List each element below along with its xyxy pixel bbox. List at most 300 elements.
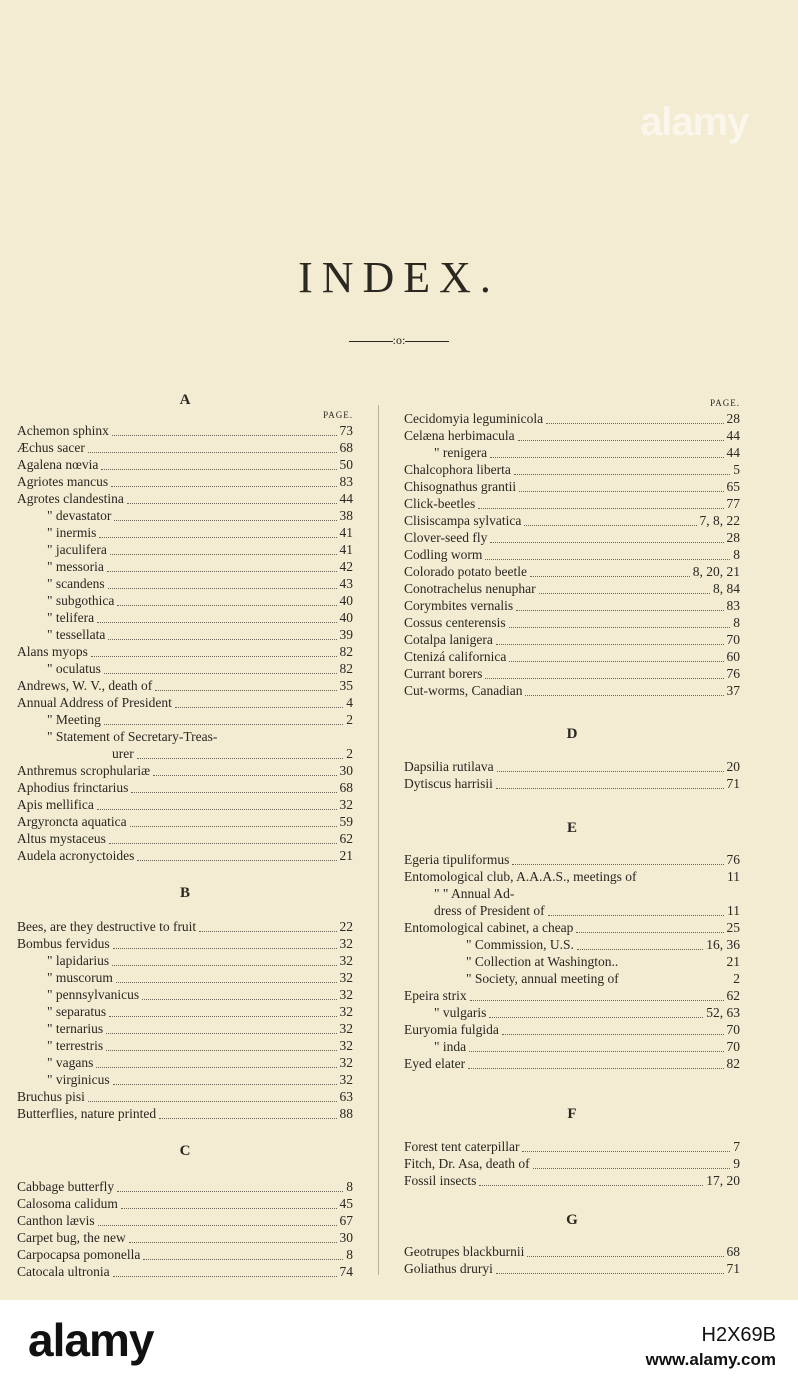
entry-label: Cabbage butterfly [17,1179,115,1194]
leader-dots [101,468,336,470]
entry-label: " muscorum [47,970,113,985]
stock-footer [0,1300,798,1390]
entry-page-number: 32 [339,970,353,985]
entry-label: " oculatus [47,661,101,676]
entry-label: Argyroncta aquatica [17,814,127,829]
leader-dots [155,689,336,691]
entry-page-number: 82 [339,661,353,676]
index-entry [404,682,740,699]
index-entry [404,919,740,936]
index-entry [17,779,353,796]
entry-label: urer [112,746,134,761]
leader-dots [490,456,723,458]
entry-label: Canthon lævis [17,1213,95,1228]
index-section-d [404,758,740,792]
index-entry [17,1003,353,1020]
entry-page-number: 32 [339,1004,353,1019]
entry-label: Agriotes mancus [17,474,109,489]
leader-dots [91,655,337,657]
entry-label: Chalcophora liberta [404,462,511,477]
entry-page-number: 32 [339,797,353,812]
entry-page-number: 68 [339,780,353,795]
leader-dots [131,791,336,793]
entry-page-number: 11 [727,869,740,884]
index-entry [17,456,353,473]
index-entry [17,728,353,745]
leader-dots [108,587,337,589]
entry-page-number: 30 [339,1230,353,1245]
index-entry [17,558,353,575]
entry-label: Fitch, Dr. Asa, death of [404,1156,530,1171]
entry-page-number: 21 [339,848,353,863]
leader-dots [496,1272,724,1274]
entry-label: Codling worm [404,547,483,562]
entry-page-number: 59 [339,814,353,829]
leader-dots [509,660,723,662]
entry-label: " scandens [47,576,105,591]
index-section-a [17,422,353,864]
entry-label: " vulgaris [434,1005,487,1020]
index-entry [17,952,353,969]
index-entry [404,987,740,1004]
leader-dots [153,774,336,776]
entry-page-number: 5 [733,462,740,477]
entry-label: Ctenizá californica [404,649,507,664]
entry-page-number: 8 [346,1179,353,1194]
entry-label: Aphodius frinctarius [17,780,129,795]
index-entry [17,507,353,524]
image-code: H2X69B [701,1324,776,1346]
index-entry [404,953,740,970]
entry-page-number: 73 [339,423,353,438]
entry-page-number: 68 [726,1244,740,1259]
leader-dots [519,490,723,492]
entry-page-number: 43 [339,576,353,591]
entry-page-number: 32 [339,1055,353,1070]
index-entry [404,1155,740,1172]
entry-label: " jaculifera [47,542,107,557]
entry-page-number: 44 [726,445,740,460]
leader-dots [546,422,723,424]
index-entry [17,745,353,762]
index-entry [404,1172,740,1189]
entry-label: Epeira strix [404,988,467,1003]
leader-dots [106,1049,336,1051]
leader-dots [97,621,336,623]
entry-label: Dapsilia rutilava [404,759,494,774]
entry-label: Æchus sacer [17,440,85,455]
index-entry [404,461,740,478]
entry-label: Bombus fervidus [17,936,110,951]
index-entry [404,512,740,529]
entry-page-number: 32 [339,1038,353,1053]
entry-page-number: 4 [346,695,353,710]
entry-label: Conotrachelus nenuphar [404,581,536,596]
entry-label: Corymbites vernalis [404,598,514,613]
index-entry [404,495,740,512]
entry-label: " Commission, U.S. [466,937,574,952]
entry-page-number: 65 [726,479,740,494]
leader-dots [106,1032,336,1034]
index-entry [404,631,740,648]
entry-page-number: 76 [726,666,740,681]
index-entry [404,478,740,495]
entry-label: Celæna herbimacula [404,428,515,443]
entry-label: Agalena nœvia [17,457,99,472]
leader-dots [469,1050,723,1052]
entry-label: Cecidomyia leguminicola [404,411,544,426]
entry-label: Catocala ultronia [17,1264,110,1279]
entry-page-number: 62 [726,988,740,1003]
entry-page-number: 71 [726,776,740,791]
separator-rule-right [405,341,449,342]
index-entry [404,1055,740,1072]
entry-page-number: 16, 36 [706,937,740,952]
entry-page-number: 44 [339,491,353,506]
leader-dots [107,570,337,572]
index-entry [17,1229,353,1246]
entry-label: Butterflies, nature printed [17,1106,157,1121]
leader-dots [527,1255,723,1257]
index-entry [17,1088,353,1105]
entry-page-number: 71 [726,1261,740,1276]
leader-dots [97,808,337,810]
entry-label: Apis mellifica [17,797,94,812]
index-entry [17,1037,353,1054]
index-entry [17,609,353,626]
leader-dots [485,677,723,679]
index-entry [404,1260,740,1277]
index-entry [404,546,740,563]
leader-dots [104,723,343,725]
index-entry [17,830,353,847]
entry-label: " subgothica [47,593,115,608]
entry-page-number: 2 [733,971,740,986]
entry-page-number: 20 [726,759,740,774]
leader-dots [127,502,337,504]
section-letter-b: B [179,885,190,901]
leader-dots [143,1258,343,1260]
page-title: INDEX. [298,253,500,302]
entry-label: Carpet bug, the new [17,1230,126,1245]
index-section-c [17,1178,353,1280]
leader-dots [512,863,723,865]
leader-dots [479,1184,703,1186]
index-entry [404,902,740,919]
leader-dots [121,1207,337,1209]
index-entry [17,796,353,813]
entry-label: Altus mystaceus [17,831,106,846]
entry-label: Currant borers [404,666,483,681]
leader-dots [539,592,710,594]
index-entry [404,614,740,631]
entry-label: Chisognathus grantii [404,479,517,494]
entry-label: " pennsylvanicus [47,987,140,1002]
entry-page-number: 11 [727,903,740,918]
entry-label: " Collection at Washington.. [466,954,619,969]
entry-label: Audela acronyctoides [17,848,135,863]
entry-page-number: 2 [346,712,353,727]
index-entry [17,1212,353,1229]
leader-dots [129,1241,337,1243]
leader-dots [489,1016,703,1018]
entry-label: " Meeting [47,712,101,727]
entry-page-number: 83 [339,474,353,489]
entry-label: Egeria tipuliformus [404,852,510,867]
index-entry [404,868,740,885]
entry-page-number: 40 [339,610,353,625]
leader-dots [548,914,724,916]
entry-label: " messoria [47,559,104,574]
separator-mark: :o: [392,333,406,347]
index-entry [404,1021,740,1038]
index-entry [17,422,353,439]
page-column-header-right: PAGE. [710,398,740,408]
leader-dots [509,626,731,628]
index-entry [17,918,353,935]
index-entry [404,851,740,868]
index-entry [17,677,353,694]
leader-dots [175,706,343,708]
entry-label: " devastator [47,508,112,523]
index-entry [404,529,740,546]
entry-page-number: 83 [726,598,740,613]
entry-page-number: 50 [339,457,353,472]
index-entry [17,1195,353,1212]
index-entry [404,648,740,665]
index-entry [17,524,353,541]
index-entry [17,1178,353,1195]
index-entry [404,970,740,987]
entry-label: Agrotes clandestina [17,491,124,506]
leader-dots [113,1083,337,1085]
footer-url: www.alamy.com [645,1350,776,1369]
entry-label: Eyed elater [404,1056,466,1071]
index-entry [404,427,740,444]
page-column-header: PAGE. [323,410,353,420]
leader-dots [533,1167,731,1169]
entry-page-number: 68 [339,440,353,455]
index-entry [404,444,740,461]
separator-rule-left [349,341,393,342]
leader-dots [110,553,337,555]
entry-page-number: 60 [726,649,740,664]
index-entry [404,580,740,597]
entry-label: Bruchus pisi [17,1089,85,1104]
index-entry [17,1105,353,1122]
section-letter-g: G [566,1212,578,1228]
leader-dots [130,825,337,827]
entry-label: " inermis [47,525,97,540]
entry-page-number: 17, 20 [706,1173,740,1188]
entry-page-number: 76 [726,852,740,867]
entry-page-number: 8 [733,615,740,630]
entry-page-number: 2 [346,746,353,761]
entry-label: Geotrupes blackburnii [404,1244,525,1259]
entry-page-number: 41 [339,525,353,540]
entry-label: Entomological cabinet, a cheap [404,920,574,935]
leader-dots [524,524,696,526]
leader-dots [514,473,730,475]
leader-dots [98,1224,337,1226]
column-divider [378,405,379,1275]
index-entry [404,563,740,580]
entry-label: Andrews, W. V., death of [17,678,153,693]
index-entry [404,1243,740,1260]
index-entry [404,597,740,614]
leader-dots [137,757,344,759]
entry-label: Click-beetles [404,496,476,511]
index-entry [17,762,353,779]
entry-label: " inda [434,1039,467,1054]
entry-label: Cut-worms, Canadian [404,683,523,698]
leader-dots [497,770,724,772]
leader-dots [112,434,337,436]
index-entry [404,1138,740,1155]
index-section-b [17,918,353,1122]
entry-page-number: 30 [339,763,353,778]
leader-dots [112,964,336,966]
leader-dots [109,842,337,844]
entry-page-number: 82 [726,1056,740,1071]
leader-dots [468,1067,723,1069]
entry-page-number: 70 [726,1039,740,1054]
entry-label: " lapidarius [47,953,110,968]
index-section-c-continued [404,410,740,699]
entry-page-number: 74 [339,1264,353,1279]
leader-dots [99,536,336,538]
index-section-g [404,1243,740,1277]
index-entry [17,711,353,728]
entry-label: " virginicus [47,1072,110,1087]
entry-label: Anthremus scrophulariæ [17,763,151,778]
entry-label: " telifera [47,610,95,625]
entry-page-number: 62 [339,831,353,846]
entry-page-number: 88 [339,1106,353,1121]
entry-label: " " Annual Ad- [434,886,515,901]
leader-dots [470,999,724,1001]
index-entry [17,660,353,677]
entry-label: " terrestris [47,1038,104,1053]
leader-dots [496,643,724,645]
entry-label: Carpocapsa pomonella [17,1247,141,1262]
entry-page-number: 44 [726,428,740,443]
entry-page-number: 8 [733,547,740,562]
index-entry [17,643,353,660]
index-entry [404,665,740,682]
index-entry [404,1038,740,1055]
entry-label: " tessellata [47,627,106,642]
leader-dots [485,558,730,560]
index-section-f [404,1138,740,1189]
leader-dots [142,998,336,1000]
entry-page-number: 21 [726,954,740,969]
index-entry [404,936,740,953]
index-entry [17,626,353,643]
leader-dots [114,519,336,521]
entry-page-number: 70 [726,1022,740,1037]
entry-label: Annual Address of President [17,695,172,710]
entry-label: Euryomia fulgida [404,1022,499,1037]
index-entry [17,694,353,711]
entry-label: " Society, annual meeting of [466,971,619,986]
index-entry [404,1004,740,1021]
leader-dots [502,1033,724,1035]
index-section-e [404,851,740,1072]
entry-page-number: 35 [339,678,353,693]
entry-page-number: 41 [339,542,353,557]
entry-label: dress of President of [434,903,545,918]
entry-label: Goliathus druryi [404,1261,493,1276]
entry-page-number: 32 [339,1021,353,1036]
leader-dots [518,439,724,441]
entry-page-number: 8 [346,1247,353,1262]
entry-label: " vagans [47,1055,94,1070]
index-entry [404,775,740,792]
entry-label: Bees, are they destructive to fruit [17,919,197,934]
entry-label: Colorado potato beetle [404,564,527,579]
section-letter-d: D [566,726,578,742]
entry-page-number: 9 [733,1156,740,1171]
leader-dots [104,672,337,674]
index-entry [17,592,353,609]
index-entry [17,541,353,558]
entry-page-number: 7 [733,1139,740,1154]
entry-page-number: 52, 63 [706,1005,740,1020]
entry-label: Cossus centerensis [404,615,506,630]
index-entry [404,885,740,902]
entry-page-number: 28 [726,530,740,545]
leader-dots [478,507,723,509]
entry-page-number: 32 [339,987,353,1002]
entry-label: " renigera [434,445,488,460]
entry-page-number: 42 [339,559,353,574]
leader-dots [117,604,336,606]
index-entry [17,813,353,830]
entry-label: Clover-seed fly [404,530,488,545]
leader-dots [490,541,723,543]
index-entry [17,1263,353,1280]
entry-page-number: 7, 8, 22 [699,513,740,528]
entry-page-number: 40 [339,593,353,608]
section-letter-c: C [179,1143,191,1159]
entry-page-number: 82 [339,644,353,659]
leader-dots [530,575,690,577]
entry-label: Clisiscampa sylvatica [404,513,522,528]
leader-dots [88,1100,337,1102]
index-entry [17,1246,353,1263]
leader-dots [88,451,337,453]
leader-dots [516,609,723,611]
leader-dots [116,981,337,983]
leader-dots [137,859,336,861]
leader-dots [113,947,337,949]
entry-label: Calosoma calidum [17,1196,118,1211]
leader-dots [577,948,703,950]
leader-dots [108,638,336,640]
entry-label: " Statement of Secretary-Treas- [47,729,218,744]
index-entry [17,986,353,1003]
entry-page-number: 28 [726,411,740,426]
index-entry [17,935,353,952]
index-entry [17,969,353,986]
entry-page-number: 70 [726,632,740,647]
leader-dots [109,1015,336,1017]
leader-dots [522,1150,730,1152]
index-entry [17,1020,353,1037]
entry-page-number: 32 [339,936,353,951]
entry-page-number: 37 [726,683,740,698]
